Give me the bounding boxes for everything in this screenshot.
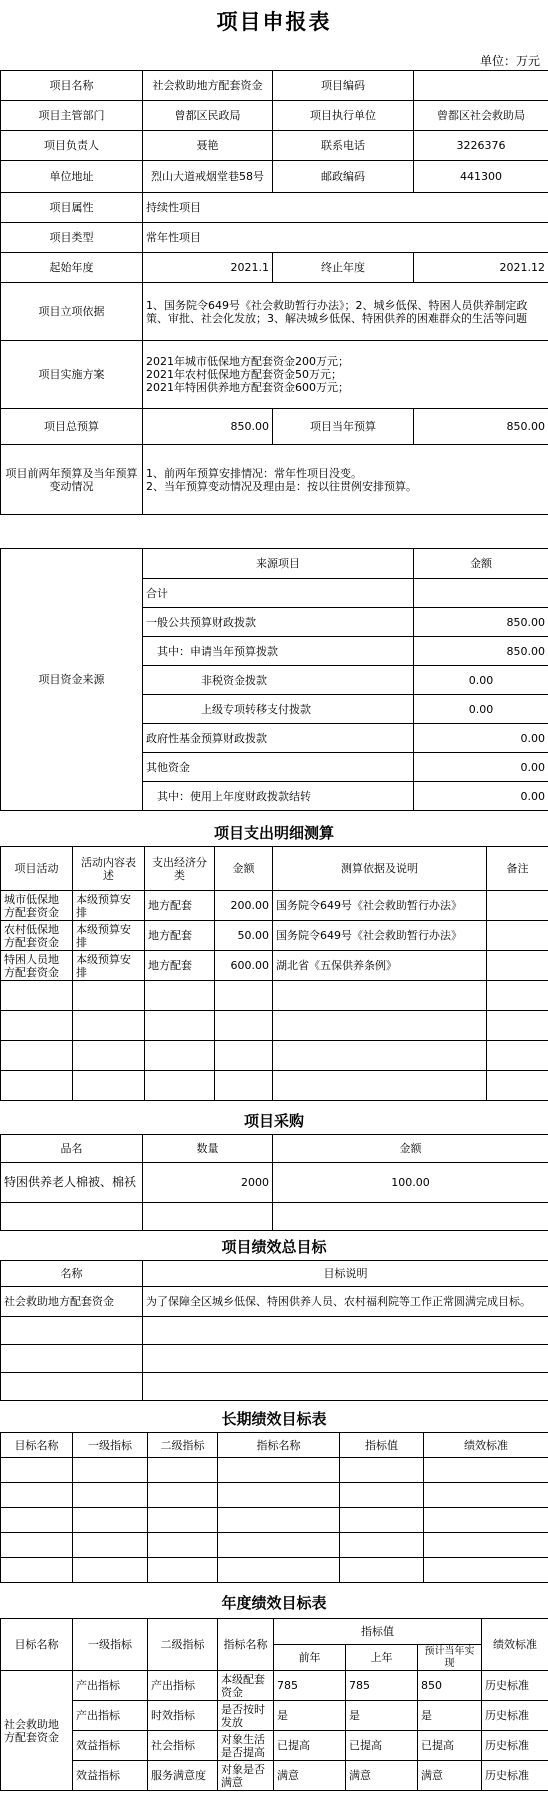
addr: 烈山大道戒烟堂巷58号 [143, 161, 273, 193]
purchase-title: 项目采购 [243, 1112, 304, 1130]
end: 2021.12 [414, 253, 548, 283]
change-label: 项目前两年预算及当年预算变动情况 [1, 445, 143, 515]
detail-title: 项目支出明细测算 [213, 824, 334, 842]
funds-row-amount: 0.00 [414, 695, 548, 724]
perf-total-header: 目标说明 [143, 1261, 548, 1287]
leader: 聂艳 [143, 131, 273, 161]
annual-cell: 已提高 [418, 1731, 482, 1761]
annual-title: 年度绩效目标表 [221, 1594, 327, 1612]
dept-label: 项目主管部门 [1, 101, 143, 131]
funds-label: 项目资金来源 [1, 549, 143, 811]
funds-row-name: 上级专项转移支付拨款 [143, 695, 414, 724]
annual-cell: 满意 [274, 1761, 346, 1791]
detail-cell [487, 921, 548, 951]
annual-cell: 是否按时发放 [218, 1701, 274, 1731]
funds-amount-header: 金额 [414, 549, 548, 579]
basic-info-table [0, 70, 548, 515]
annual-header: 指标名称 [218, 1619, 274, 1671]
annual-header: 指标值 [274, 1619, 482, 1645]
unit-label: 单位：万元 [479, 54, 540, 68]
annual-subheader: 前年 [274, 1645, 346, 1671]
total: 850.00 [143, 409, 273, 445]
detail-cell: 50.00 [215, 921, 273, 951]
addr-label: 单位地址 [1, 161, 143, 193]
purchase-cell: 100.00 [273, 1163, 548, 1203]
annual-cell: 效益指标 [73, 1761, 148, 1791]
detail-cell: 地方配套 [145, 921, 215, 951]
project-code [414, 71, 548, 101]
perf-total-title: 项目绩效总目标 [221, 1238, 327, 1256]
funds-row-name: 非税资金拨款 [143, 666, 414, 695]
detail-table [0, 846, 548, 1101]
perf-total-name: 社会救助地方配套资金 [1, 1287, 143, 1317]
funds-table [0, 548, 548, 811]
exec-label: 项目执行单位 [273, 101, 414, 131]
type-label: 项目类型 [1, 223, 143, 253]
annual-header: 绩效标准 [482, 1619, 548, 1671]
annual-cell: 效益指标 [73, 1731, 148, 1761]
start: 2021.1 [143, 253, 273, 283]
basis-label: 项目立项依据 [1, 283, 143, 341]
annual-cell: 785 [274, 1671, 346, 1701]
long-term-header: 指标名称 [218, 1433, 340, 1458]
annual-cell: 产出指标 [148, 1671, 218, 1701]
detail-cell [487, 891, 548, 921]
funds-row-amount: 0.00 [414, 724, 548, 753]
annual-subheader: 预计当年实现 [418, 1645, 482, 1671]
annual-cell: 服务满意度 [148, 1761, 218, 1791]
funds-row-amount: 0.00 [414, 782, 548, 811]
attr-label: 项目属性 [1, 193, 143, 223]
annual-cell: 历史标准 [482, 1671, 548, 1701]
annual-goal: 社会救助地方配套资金 [1, 1671, 73, 1791]
long-term-header: 绩效标准 [424, 1433, 548, 1458]
detail-header: 支出经济分类 [145, 847, 215, 891]
dept: 曾都区民政局 [143, 101, 273, 131]
change-line: 2、当年预算变动情况及理由是：按以往贯例安排预算。 [146, 479, 417, 493]
detail-cell: 地方配套 [145, 891, 215, 921]
funds-row-name: 其中：申请当年预算拨款 [143, 637, 414, 666]
total-label: 项目总预算 [1, 409, 143, 445]
funds-row-name: 一般公共预算财政拨款 [143, 608, 414, 637]
purchase-header: 品名 [1, 1135, 143, 1163]
long-term-header: 指标值 [340, 1433, 424, 1458]
detail-cell: 本级预算安排 [73, 921, 145, 951]
purchase-header: 金额 [273, 1135, 548, 1163]
purchase-cell: 特困供养老人棉被、棉袄 [1, 1163, 143, 1203]
perf-total-desc: 为了保障全区城乡低保、特困供养人员、农村福利院等工作正常圆满完成目标。 [143, 1287, 548, 1317]
funds-source-header: 来源项目 [143, 549, 414, 579]
annual-cell: 社会指标 [148, 1731, 218, 1761]
plan-line: 2021年农村低保地方配套资金50万元； [146, 368, 342, 381]
annual-cell: 历史标准 [482, 1761, 548, 1791]
annual-cell: 是 [418, 1701, 482, 1731]
year-budget-label: 项目当年预算 [273, 409, 414, 445]
funds-row-name: 合计 [143, 579, 414, 608]
annual-cell: 产出指标 [73, 1671, 148, 1701]
basis: 1、国务院令649号《社会救助暂行办法》；2、城乡低保、特困人员供养制定政策、审批、社会化发放；3、解决城乡低保、特困供养的困难群众的生活等问题 [143, 283, 548, 341]
annual-cell: 满意 [418, 1761, 482, 1791]
purchase-cell: 2000 [143, 1163, 273, 1203]
funds-row-amount: 0.00 [414, 753, 548, 782]
start-label: 起始年度 [1, 253, 143, 283]
annual-cell: 是 [346, 1701, 418, 1731]
detail-cell: 600.00 [215, 951, 273, 981]
detail-cell: 国务院令649号《社会救助暂行办法》 [273, 921, 487, 951]
type: 常年性项目 [143, 223, 548, 253]
detail-cell: 地方配套 [145, 951, 215, 981]
detail-cell: 200.00 [215, 891, 273, 921]
annual-cell: 历史标准 [482, 1701, 548, 1731]
annual-header: 目标名称 [1, 1619, 73, 1671]
annual-header: 二级指标 [148, 1619, 218, 1671]
long-term-header: 二级指标 [148, 1433, 218, 1458]
funds-row-name: 其他资金 [143, 753, 414, 782]
plan-label: 项目实施方案 [1, 341, 143, 409]
funds-row-amount: 850.00 [414, 637, 548, 666]
detail-cell: 农村低保地方配套资金 [1, 921, 73, 951]
phone: 3226376 [414, 131, 548, 161]
detail-header: 测算依据及说明 [273, 847, 487, 891]
annual-cell: 已提高 [274, 1731, 346, 1761]
zip-label: 邮政编码 [273, 161, 414, 193]
long-term-table [0, 1432, 548, 1583]
plan-line: 2021年特困供养地方配套资金600万元； [146, 381, 349, 394]
detail-cell: 湖北省《五保供养条例》 [273, 951, 487, 981]
project-name: 社会救助地方配套资金 [143, 71, 273, 101]
page-title: 项目申报表 [216, 10, 332, 34]
detail-header: 备注 [487, 847, 548, 891]
annual-cell: 对象生活是否提高 [218, 1731, 274, 1761]
purchase-table [0, 1134, 548, 1231]
annual-cell: 850 [418, 1671, 482, 1701]
attr: 持续性项目 [143, 193, 548, 223]
leader-label: 项目负责人 [1, 131, 143, 161]
annual-subheader: 上年 [346, 1645, 418, 1671]
funds-row-amount [414, 579, 548, 608]
year-budget: 850.00 [414, 409, 548, 445]
annual-cell: 是 [274, 1701, 346, 1731]
detail-cell: 城市低保地方配套资金 [1, 891, 73, 921]
plan [143, 341, 548, 409]
project-code-label: 项目编码 [273, 71, 414, 101]
change [143, 445, 548, 515]
long-term-header: 目标名称 [1, 1433, 73, 1458]
long-term-header: 一级指标 [73, 1433, 148, 1458]
annual-cell: 对象是否满意 [218, 1761, 274, 1791]
detail-header: 项目活动 [1, 847, 73, 891]
project-name-label: 项目名称 [1, 71, 143, 101]
end-label: 终止年度 [273, 253, 414, 283]
detail-cell: 本级预算安排 [73, 951, 145, 981]
annual-table [0, 1618, 548, 1791]
zip: 441300 [414, 161, 548, 193]
detail-cell: 国务院令649号《社会救助暂行办法》 [273, 891, 487, 921]
perf-total-table [0, 1260, 548, 1401]
detail-cell: 特困人员地方配套资金 [1, 951, 73, 981]
detail-cell: 本级预算安排 [73, 891, 145, 921]
funds-row-name: 政府性基金预算财政拨款 [143, 724, 414, 753]
annual-cell: 满意 [346, 1761, 418, 1791]
annual-cell: 历史标准 [482, 1731, 548, 1761]
annual-cell: 本级配套资金 [218, 1671, 274, 1701]
annual-cell: 产出指标 [73, 1701, 148, 1731]
perf-total-header: 名称 [1, 1261, 143, 1287]
funds-row-name: 其中：使用上年度财政拨款结转 [143, 782, 414, 811]
annual-header: 一级指标 [73, 1619, 148, 1671]
long-term-title: 长期绩效目标表 [221, 1410, 327, 1428]
detail-cell [487, 951, 548, 981]
annual-cell: 时效指标 [148, 1701, 218, 1731]
annual-cell: 785 [346, 1671, 418, 1701]
change-line: 1、前两年预算安排情况：常年性项目没变。 [146, 466, 362, 480]
annual-cell: 已提高 [346, 1731, 418, 1761]
purchase-header: 数量 [143, 1135, 273, 1163]
detail-header: 金额 [215, 847, 273, 891]
detail-header: 活动内容表述 [73, 847, 145, 891]
funds-row-amount: 850.00 [414, 608, 548, 637]
plan-line: 2021年城市低保地方配套资金200万元； [146, 355, 349, 368]
phone-label: 联系电话 [273, 131, 414, 161]
funds-row-amount: 0.00 [414, 666, 548, 695]
exec-unit: 曾都区社会救助局 [414, 101, 548, 131]
